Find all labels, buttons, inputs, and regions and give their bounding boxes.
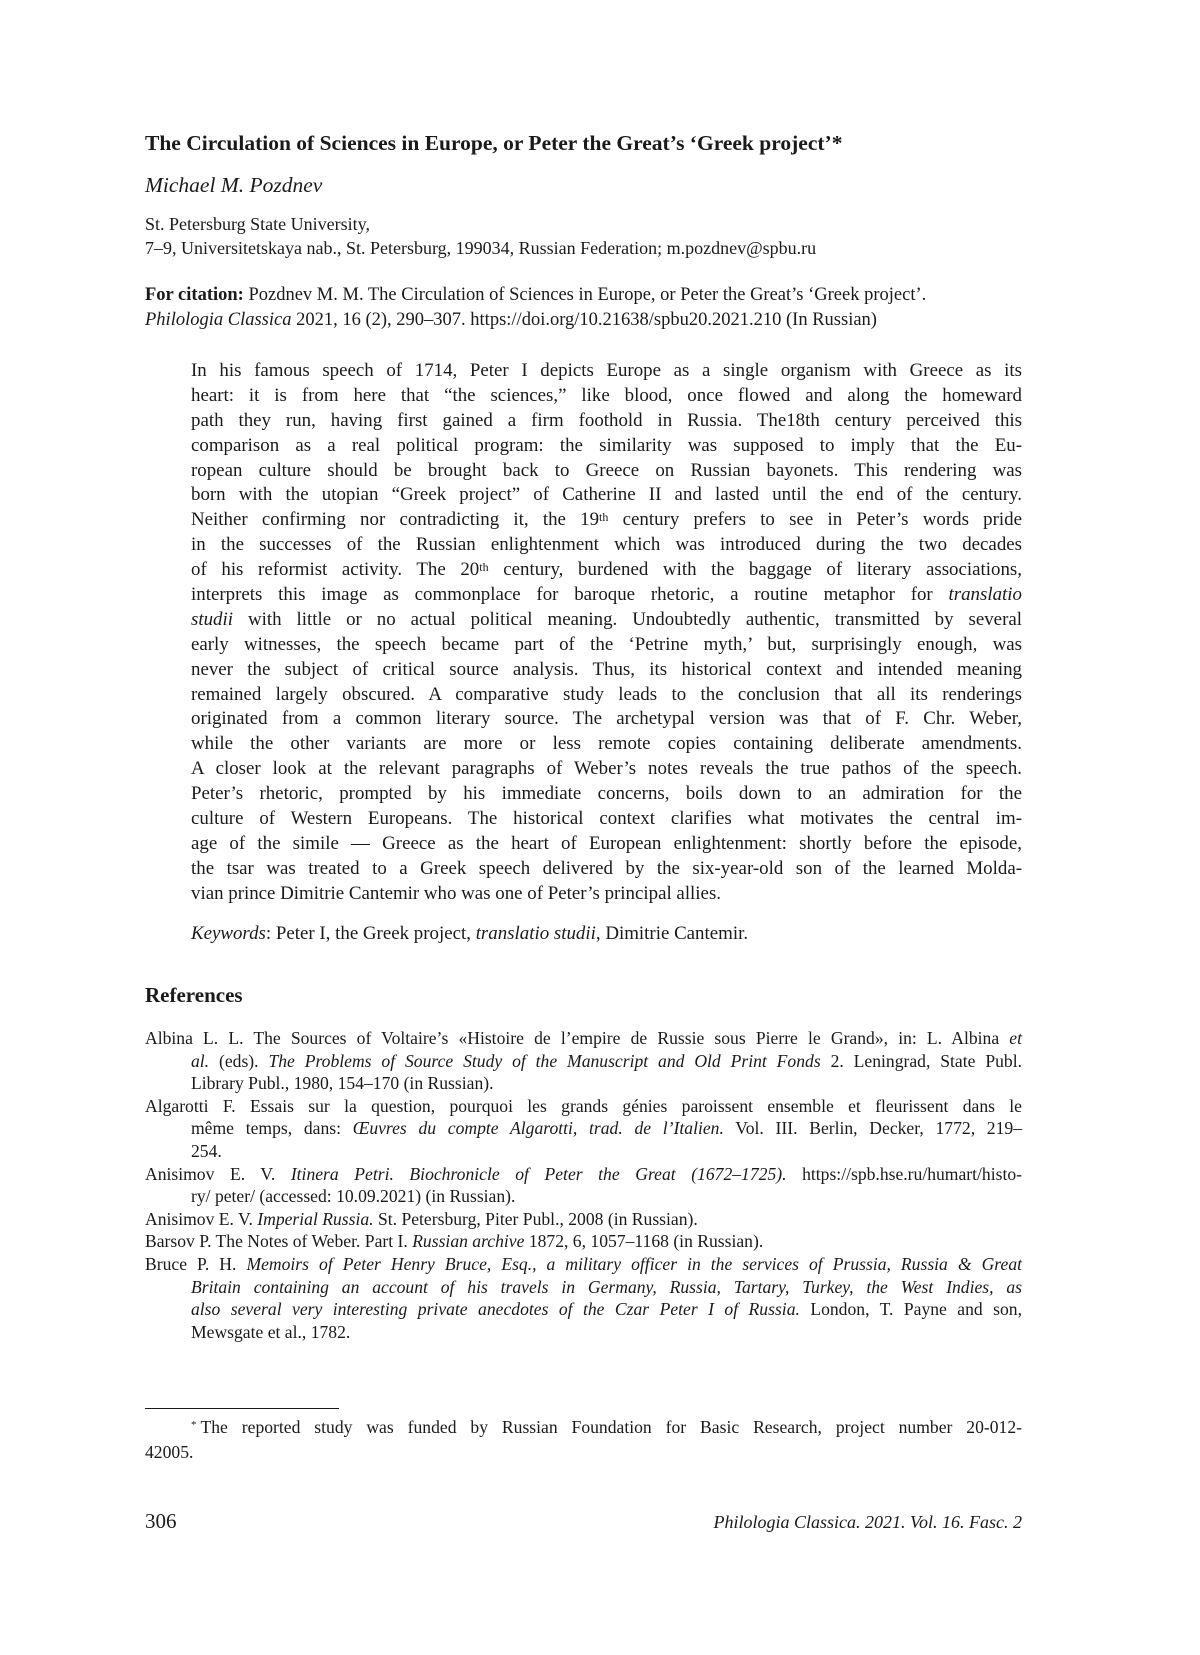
abstract-line: A closer look at the relevant paragraphs of Weber’s notes reveals the true pathos of the speech. xyxy=(191,758,1022,780)
footnote-text: The reported study was funded by Russian Foundation for Basic Research, project number 20-012- xyxy=(200,1417,1022,1437)
reference-text: 1872, 6, 1057–1168 (in Russian). xyxy=(524,1231,764,1252)
abstract-text: of his reformist activity. The 20 xyxy=(191,559,480,581)
abstract-line: In his famous speech of 1714, Peter I depicts Europe as a single organism with Greece as its xyxy=(191,360,1022,381)
abstract-text: century prefers to see in Peter’s words pride xyxy=(608,509,1022,531)
abstract-italic: translatio xyxy=(948,584,1022,606)
reference-text: Vol. III. Berlin, Decker, 1772, 219– xyxy=(723,1118,1022,1139)
citation-text: 2021, 16 (2), 290–307. https://doi.org/10.21638/spbu20.2021.210 (In Russian) xyxy=(291,310,877,330)
abstract-line: culture of Western Europeans. The historical context clarifies what motivates the central im- xyxy=(191,808,1022,830)
running-title: Philologia Classica. 2021. Vol. 16. Fasc. 2 xyxy=(713,1512,1022,1532)
reference-text: (eds). xyxy=(209,1050,269,1071)
reference-line: ry/ peter/ (accessed: 10.09.2021) (in Russian). xyxy=(191,1186,516,1207)
reference-line: Algarotti F. Essais sur la question, pourquoi les grands génies paroissent ensemble et fleurissent dans le xyxy=(145,1095,1022,1116)
abstract-line: comparison as a real political program: the similarity was supposed to imply that the Eu- xyxy=(191,434,1022,456)
reference-line xyxy=(145,1230,1022,1253)
abstract-line: age of the simile — Greece as the heart of European enlightenment: shortly before the episode, xyxy=(191,832,1022,854)
abstract-text: interprets this image as commonplace for baroque rhetoric, a routine metaphor for xyxy=(191,584,949,606)
abstract-text: Neither confirming nor contradicting it, the 19 xyxy=(191,509,600,531)
footnote-rule xyxy=(145,1408,339,1409)
footnote-mark: * xyxy=(191,1419,197,1431)
reference-italic: also several very interesting private anecdotes of the Czar Peter I of Russia. xyxy=(191,1299,800,1320)
reference-italic: Russian archive xyxy=(412,1231,525,1252)
reference-text: Anisimov E. V. xyxy=(145,1163,291,1184)
footnote-line xyxy=(145,1415,1022,1440)
reference-italic: Imperial Russia. xyxy=(257,1208,374,1229)
reference-item xyxy=(145,1163,1022,1208)
reference-italic: Memoirs of Peter Henry Bruce, Esq., a military officer in the services of Prussia, Russia & Great xyxy=(246,1253,1022,1274)
abstract-line: the tsar was treated to a Greek speech delivered by the six-year-old son of the learned Molda- xyxy=(191,857,1022,879)
reference-text: Anisimov E. V. xyxy=(145,1208,258,1229)
abstract xyxy=(191,359,1022,907)
reference-line xyxy=(145,1253,1022,1276)
reference-text: London, T. Payne and son, xyxy=(799,1299,1022,1320)
keywords xyxy=(191,921,1022,946)
abstract-text: century, burdened with the baggage of literary associations, xyxy=(488,559,1022,581)
keywords-italic: translatio studii xyxy=(475,923,596,944)
abstract-line: born with the utopian “Greek project” of Catherine II and lasted until the end of the century. xyxy=(191,484,1022,506)
abstract-text: with little or no actual political meaning. Undoubtedly authentic, transmitted by several xyxy=(233,608,1022,630)
article-author: Michael M. Pozdnev xyxy=(145,173,323,197)
citation-line xyxy=(145,283,1022,308)
abstract-line: vian prince Dimitrie Cantemir who was one of Peter’s principal allies. xyxy=(191,882,722,904)
abstract-italic: studii xyxy=(191,608,233,630)
abstract-line: ropean culture should be brought back to Greece on Russian bayonets. This rendering was xyxy=(191,459,1022,481)
abstract-line: while the other variants are more or less remote copies containing deliberate amendments. xyxy=(191,733,1022,755)
citation-text: Pozdnev M. M. The Circulation of Sciences in Europe, or Peter the Great’s ‘Greek project’. xyxy=(243,285,927,305)
page-number: 306 xyxy=(145,1509,177,1533)
footnote xyxy=(145,1415,1022,1465)
abstract-line xyxy=(191,558,1022,583)
ordinal-suffix: th xyxy=(599,510,609,525)
reference-line: Mewsgate et al., 1782. xyxy=(191,1321,351,1342)
abstract-line: early witnesses, the speech became part of the ‘Petrine myth,’ but, surprisingly enough, was xyxy=(191,633,1022,655)
reference-italic: Britain containing an account of his travels in Germany, Russia, Tartary, Turkey, the West Indies, as xyxy=(191,1276,1022,1297)
reference-line: Library Publ., 1980, 154–170 (in Russian). xyxy=(191,1073,494,1094)
reference-item xyxy=(145,1095,1022,1163)
abstract-line xyxy=(191,608,1022,633)
keywords-label: Keywords xyxy=(191,923,266,944)
references-heading: References xyxy=(145,983,243,1007)
reference-text: même temps, dans: xyxy=(191,1118,353,1139)
reference-item xyxy=(145,1208,1022,1231)
reference-text: Barsov P. The Notes of Weber. Part I. xyxy=(145,1231,413,1252)
keywords-text: , Dimitrie Cantemir. xyxy=(595,923,749,944)
affiliation-line: St. Petersburg State University, xyxy=(145,214,370,234)
reference-text: 2. Leningrad, State Publ. xyxy=(820,1050,1022,1071)
abstract-line: remained largely obscured. A comparative study leads to the conclusion that all its renderings xyxy=(191,683,1022,705)
abstract-line xyxy=(191,508,1022,533)
keywords-text: : Peter I, the Greek project, xyxy=(265,923,476,944)
citation-label: For citation: xyxy=(145,285,244,305)
reference-italic: Œuvres du compte Algarotti, trad. de l’Italien. xyxy=(352,1118,724,1139)
author-affiliation xyxy=(145,212,816,260)
citation-block xyxy=(145,283,1022,333)
reference-line: 254. xyxy=(191,1140,222,1161)
reference-line xyxy=(145,1276,1022,1299)
reference-text: Bruce P. H. xyxy=(145,1253,247,1274)
reference-line xyxy=(145,1027,1022,1050)
reference-text: St. Petersburg, Piter Publ., 2008 (in Russian). xyxy=(373,1208,698,1229)
reference-line xyxy=(145,1117,1022,1140)
reference-item xyxy=(145,1027,1022,1095)
footnote-line: 42005. xyxy=(145,1442,194,1462)
abstract-line: heart: it is from here that “the sciences,” like blood, once flowed and along the homeward xyxy=(191,384,1022,406)
reference-italic: et xyxy=(1009,1028,1022,1048)
reference-text: Albina L. L. The Sources of Voltaire’s «Histoire de l’empire de Russie sous Pierre le Grand», in: L. Albina xyxy=(145,1028,1010,1048)
reference-line xyxy=(145,1208,1022,1231)
citation-journal: Philologia Classica xyxy=(145,310,292,330)
reference-italic: Itinera Petri. Biochronicle of Peter the Great (1672–1725). xyxy=(290,1163,787,1184)
reference-item xyxy=(145,1253,1022,1343)
abstract-line xyxy=(191,583,1022,608)
affiliation-line: 7–9, Universitetskaya nab., St. Petersburg, 199034, Russian Federation; m.pozdnev@spbu.ru xyxy=(145,238,817,258)
ordinal-suffix: th xyxy=(479,560,489,575)
abstract-line: in the successes of the Russian enlightenment which was introduced during the two decades xyxy=(191,534,1022,556)
reference-item xyxy=(145,1230,1022,1253)
abstract-line: Peter’s rhetoric, prompted by his immediate concerns, boils down to an admiration for the xyxy=(191,783,1022,805)
reference-line xyxy=(145,1163,1022,1186)
abstract-line: originated from a common literary source. The archetypal version was that of F. Chr. Weber, xyxy=(191,708,1022,730)
reference-italic: The Problems of Source Study of the Manuscript and Old Print Fonds xyxy=(268,1050,821,1071)
article-title: The Circulation of Sciences in Europe, or Peter the Great’s ‘Greek project’* xyxy=(145,131,843,155)
abstract-line: path they run, having first gained a firm foothold in Russia. The18th century perceived this xyxy=(191,409,1022,431)
references-list xyxy=(145,1027,1022,1343)
reference-line xyxy=(145,1050,1022,1073)
reference-italic: al. xyxy=(191,1050,210,1071)
abstract-line: never the subject of critical source analysis. Thus, its historical context and intended meaning xyxy=(191,658,1022,680)
reference-line xyxy=(145,1298,1022,1321)
reference-link[interactable]: https://spb.hse.ru/humart/histo- xyxy=(786,1163,1023,1184)
citation-line xyxy=(145,308,1022,333)
